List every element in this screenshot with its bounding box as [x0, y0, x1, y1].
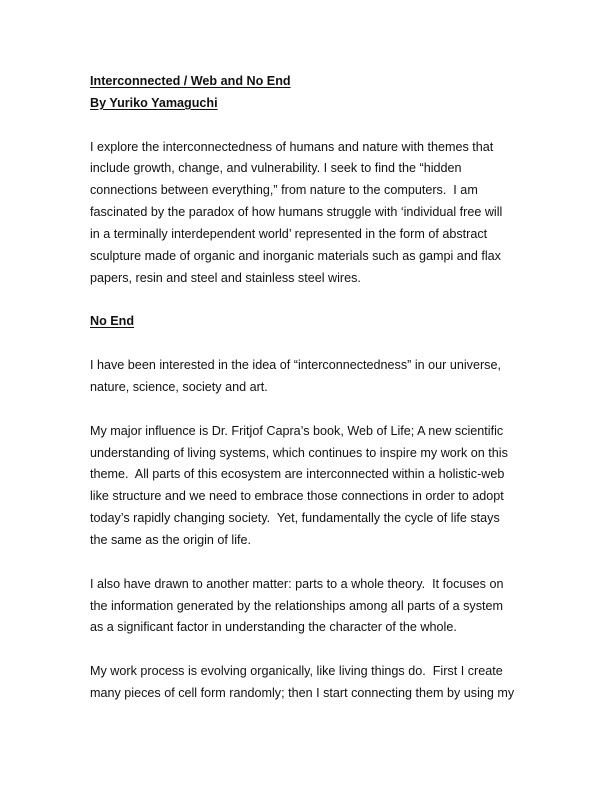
- text-line: I explore the interconnectedness of humans and nature with themes that: [90, 139, 494, 154]
- text-line: nature, science, society and art.: [90, 380, 268, 395]
- document-page: [90, 71, 550, 705]
- section-heading: No End: [90, 314, 135, 329]
- paragraph: [90, 421, 550, 552]
- document-title: Interconnected / Web and No End: [90, 74, 291, 88]
- text-line: My major influence is Dr. Fritjof Capra’s book, Web of Life; A new scientific: [90, 423, 504, 438]
- paragraph: [90, 355, 550, 399]
- text-line: fascinated by the paradox of how humans struggle with ‘individual free will: [90, 205, 503, 220]
- spacer: [90, 115, 550, 137]
- text-line: My work process is evolving organically, like living things do. First I create: [90, 664, 503, 679]
- text-line: the information generated by the relationships among all parts of a system: [90, 598, 504, 613]
- author-byline: By Yuriko Yamaguchi: [90, 95, 218, 110]
- paragraph: [90, 661, 550, 705]
- text-line: in a terminally interdependent world’ represented in the form of abstract: [90, 227, 488, 242]
- text-line: I also have drawn to another matter: parts to a whole theory. It focuses on: [90, 576, 504, 591]
- text-line: as a significant factor in understanding the character of the whole.: [90, 620, 457, 635]
- text-line: the same as the origin of life.: [90, 533, 252, 548]
- spacer: [90, 552, 550, 574]
- text-line: connections between everything,” from nature to the computers. I am: [90, 183, 478, 198]
- spacer: [90, 639, 550, 661]
- text-line: today’s rapidly changing society. Yet, fundamentally the cycle of life stays: [90, 511, 500, 526]
- paragraph: [90, 574, 550, 640]
- text-line: theme. All parts of this ecosystem are interconnected within a holistic-web: [90, 467, 505, 482]
- text-line: like structure and we need to embrace those connections in order to adopt: [90, 489, 504, 504]
- text-line: I have been interested in the idea of “interconnectedness” in our universe,: [90, 358, 501, 373]
- spacer: [90, 333, 550, 355]
- text-line: include growth, change, and vulnerability. I seek to find the “hidden: [90, 161, 462, 176]
- spacer: [90, 290, 550, 312]
- spacer: [90, 399, 550, 421]
- text-line: papers, resin and steel and stainless steel wires.: [90, 270, 361, 285]
- text-line: many pieces of cell form randomly; then I start connecting them by using my: [90, 686, 515, 701]
- text-line: understanding of living systems, which continues to inspire my work on this: [90, 445, 508, 460]
- intro-paragraph: [90, 137, 550, 290]
- text-line: sculpture made of organic and inorganic materials such as gampi and flax: [90, 248, 501, 263]
